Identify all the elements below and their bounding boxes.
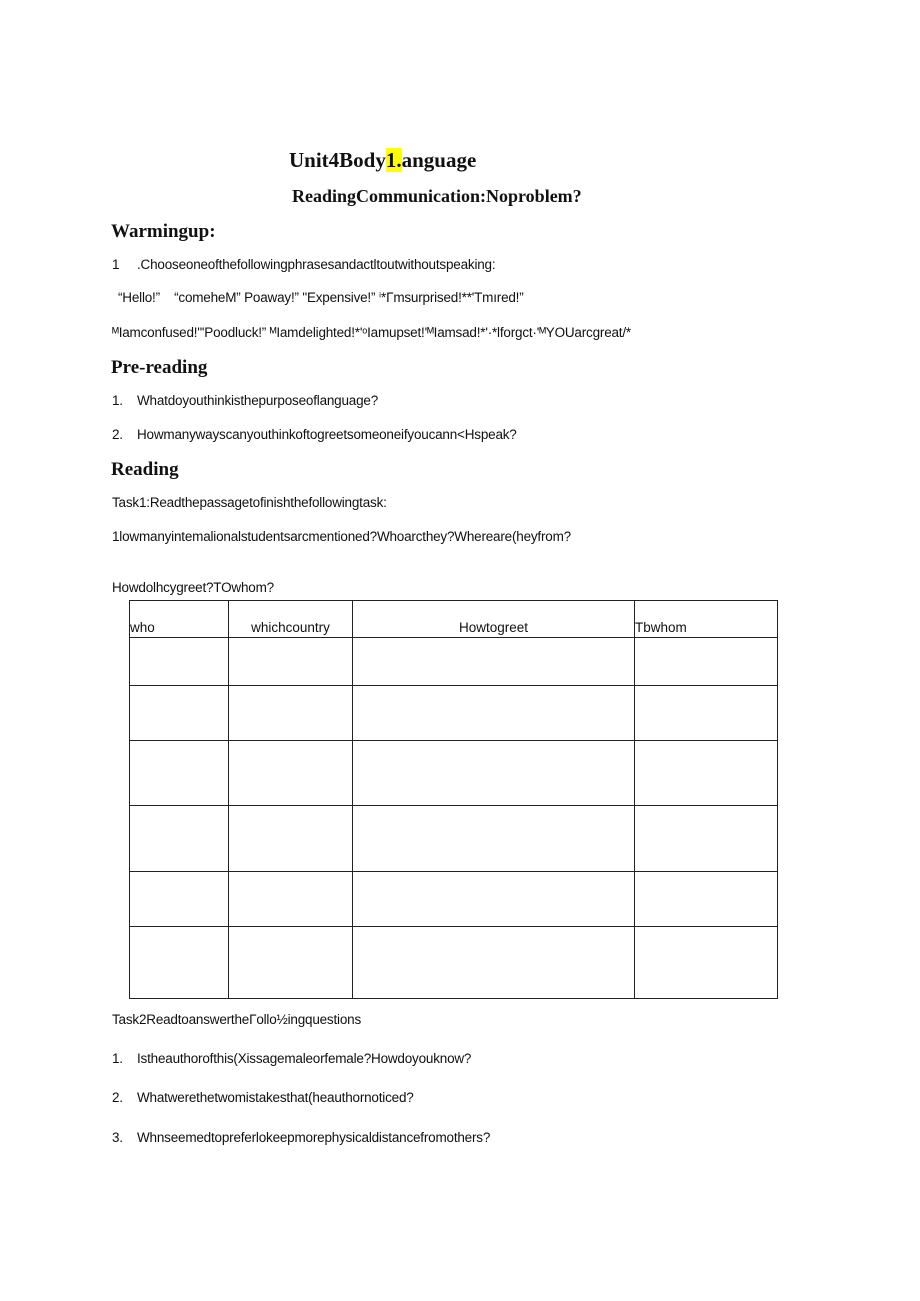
prereading-item-text: Howmanywayscanyouthinkoftogreetsomeoneifyoucann<Hspeak? [137, 427, 517, 442]
task2-item-text: Istheauthorofthis(Xissagemaleorfemale?Howdoyouknow? [137, 1051, 472, 1066]
warming-heading: Warmingup: [111, 221, 216, 242]
table-cell[interactable] [635, 686, 778, 741]
table-cell[interactable] [229, 806, 353, 872]
title-part-1: Unit4Body [289, 148, 386, 172]
header-to-whom: Tbwhom [635, 601, 778, 638]
table-cell[interactable] [635, 806, 778, 872]
warming-question-text: .Chooseoneofthefollowingphrasesandactltoutwithoutspeaking: [137, 257, 496, 272]
task2-item-number: 2. [112, 1090, 123, 1105]
table-cell[interactable] [229, 638, 353, 686]
table-cell[interactable] [635, 927, 778, 999]
table-cell[interactable] [635, 741, 778, 806]
header-which-country: whichcountry [229, 601, 353, 638]
task1-question-1: 1lowmanyintemalionalstudentsarcmentioned?Whoarcthey?Whereare(heyfrom? [112, 529, 571, 544]
task2-item [112, 1090, 414, 1105]
page-title [289, 148, 476, 173]
prereading-item-number: 1. [112, 393, 123, 408]
task2-item [112, 1051, 471, 1066]
table-cell[interactable] [130, 806, 229, 872]
warming-question-number: 1 [112, 257, 120, 272]
table-cell[interactable] [353, 638, 635, 686]
title-highlight: 1. [385, 148, 402, 172]
task2-item-number: 3. [112, 1130, 123, 1145]
task2-item-number: 1. [112, 1051, 123, 1066]
reading-heading: Reading [111, 459, 179, 480]
table-cell[interactable] [130, 741, 229, 806]
table-row [130, 927, 778, 999]
table-row [130, 686, 778, 741]
task2-instruction: Task2ReadtoanswertheΓollo½ingquestions [112, 1012, 361, 1027]
task2-item-text: Whnseemedtopreferlokeepmorephysicaldistancefromothers? [137, 1130, 491, 1145]
table-cell[interactable] [130, 638, 229, 686]
table-row [130, 806, 778, 872]
prereading-item-text: Whatdoyouthinkisthepurposeoflanguage? [137, 393, 379, 408]
table-cell[interactable] [353, 872, 635, 927]
task2-item-text: Whatwerethetwomistakesthat(heauthornoticed? [137, 1090, 414, 1105]
prereading-item [112, 427, 517, 442]
table-row [130, 741, 778, 806]
prereading-item [112, 393, 378, 408]
table-row [130, 638, 778, 686]
table-cell[interactable] [130, 686, 229, 741]
table-row [130, 872, 778, 927]
prereading-heading: Pre-reading [111, 357, 208, 378]
header-who: who [130, 601, 229, 638]
table-cell[interactable] [130, 927, 229, 999]
table-cell[interactable] [130, 872, 229, 927]
page-subtitle: ReadingCommunication:Noproblem? [292, 186, 582, 206]
table-cell[interactable] [353, 806, 635, 872]
table-cell[interactable] [229, 686, 353, 741]
table-cell[interactable] [635, 638, 778, 686]
table-cell[interactable] [229, 927, 353, 999]
prereading-item-number: 2. [112, 427, 123, 442]
task1-question-2: Howdolhcygreet?TOwhom? [112, 580, 274, 595]
phrases-line-1: “Hello!” “comeheM” Poaway!” "Expensive!” ⁱ*Γmsurprised!**'Tmıred!” [118, 290, 524, 305]
title-part-2: anguage [401, 148, 477, 172]
table-header-row [130, 601, 778, 638]
table-cell[interactable] [229, 741, 353, 806]
task2-item [112, 1130, 490, 1145]
table-cell[interactable] [635, 872, 778, 927]
greeting-table [129, 600, 778, 999]
table-cell[interactable] [229, 872, 353, 927]
table-cell[interactable] [353, 927, 635, 999]
phrases-line-2: ᴹIamconfused!"'Poodluck!” ᴹIamdelighted!*'ᵒIamupset!'ᴹIamsad!*'·*lforgct·'ᴹYOUarcgreat/* [112, 325, 631, 340]
header-how-to-greet: Howtogreet [353, 601, 635, 638]
table-cell[interactable] [353, 741, 635, 806]
table-cell[interactable] [353, 686, 635, 741]
warming-question-1 [112, 257, 495, 272]
task1-instruction: Task1:Readthepassagetofinishthefollowingtask: [112, 495, 387, 510]
